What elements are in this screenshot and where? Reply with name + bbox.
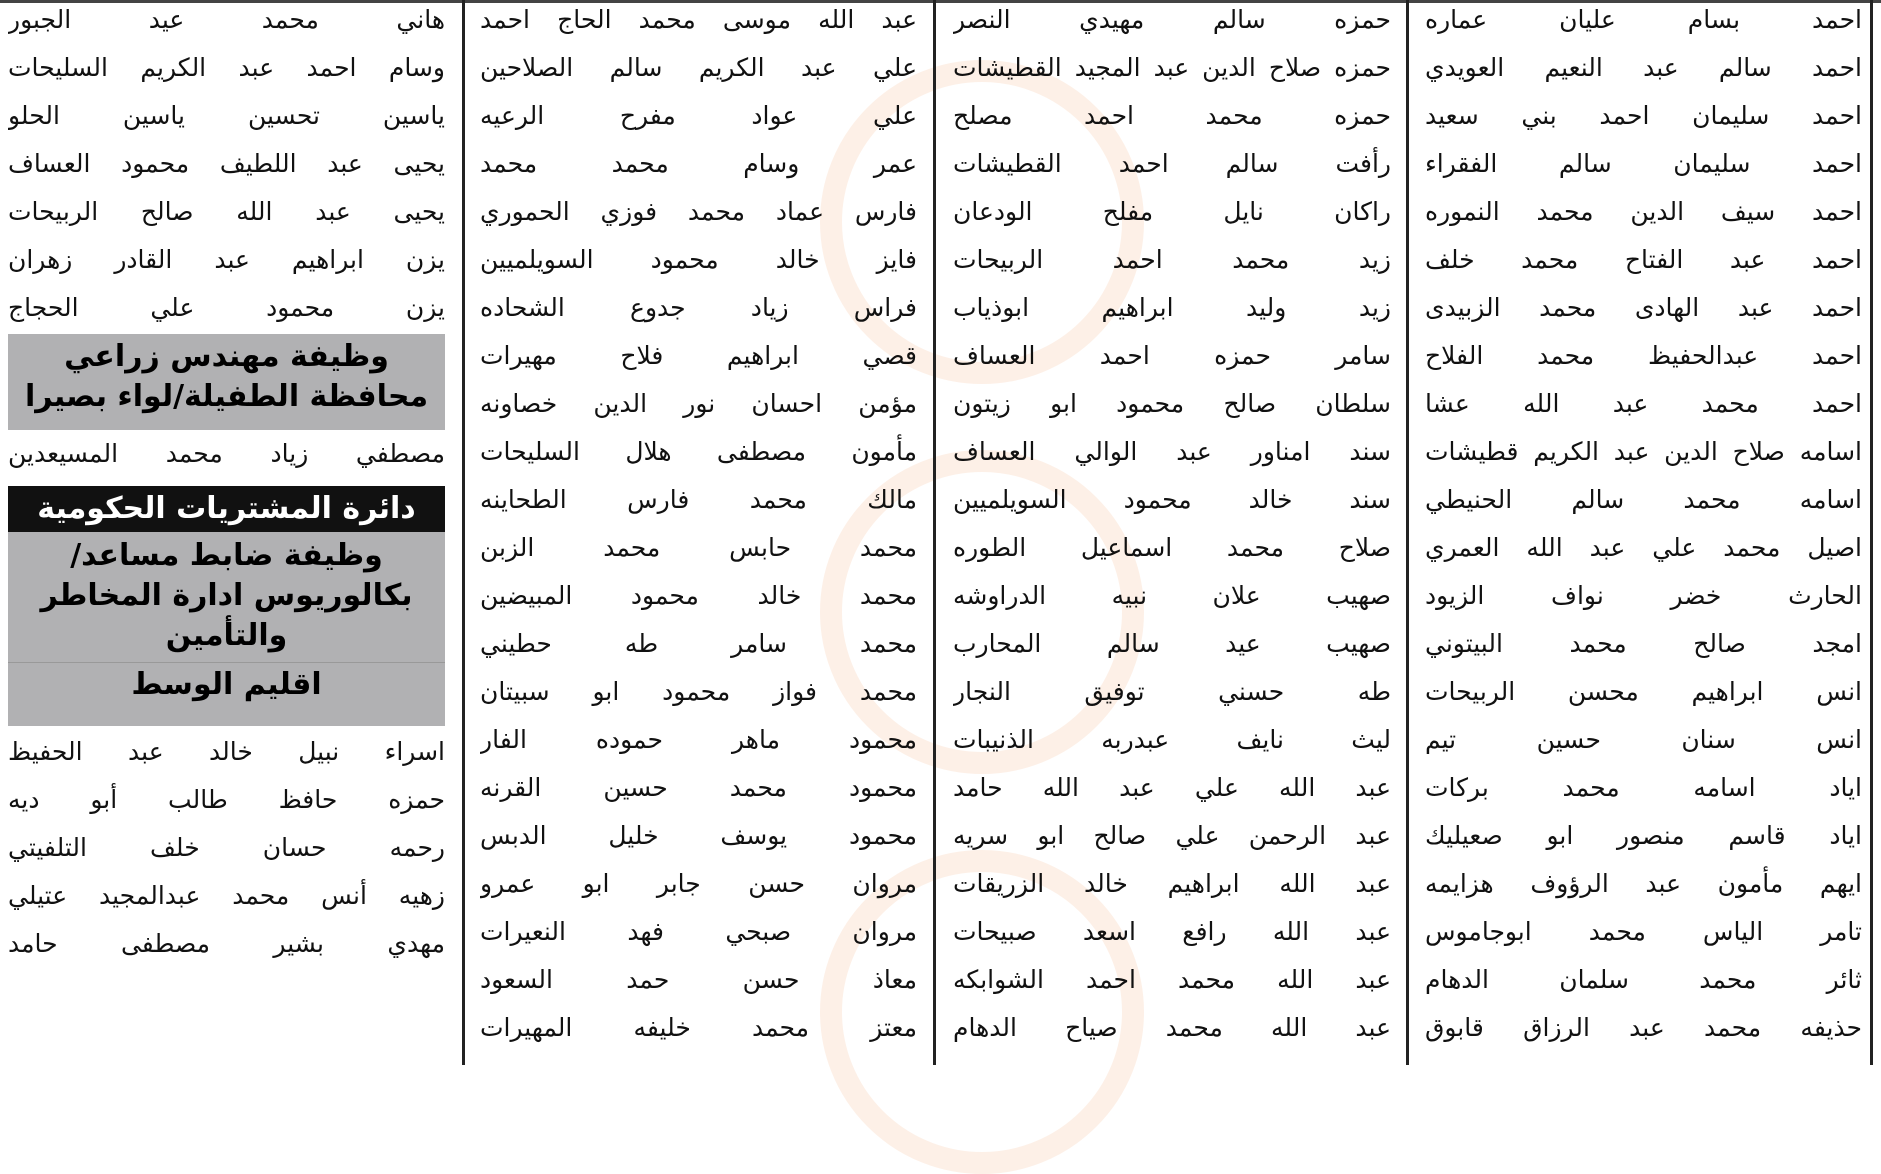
name-row bbox=[8, 188, 445, 236]
candidate-name: معتز محمد خليفه المهيرات bbox=[480, 1013, 917, 1042]
candidate-name: هاني محمد عيد الجبور bbox=[8, 5, 445, 34]
name-row bbox=[953, 188, 1391, 236]
candidate-name: صلاح محمد اسماعيل الطوره bbox=[953, 533, 1391, 562]
candidate-name: الحارث خضر نواف الزيود bbox=[1425, 581, 1862, 610]
name-row bbox=[8, 920, 445, 968]
heading-line: وظيفة مهندس زراعي bbox=[64, 339, 389, 374]
name-row bbox=[953, 380, 1391, 428]
name-row bbox=[953, 572, 1391, 620]
name-row bbox=[8, 92, 445, 140]
name-row bbox=[1425, 572, 1862, 620]
name-row bbox=[953, 44, 1391, 92]
candidate-name: مصطفي زياد محمد المسيعدين bbox=[8, 439, 445, 468]
candidate-name: زيد محمد احمد الربيحات bbox=[953, 245, 1391, 274]
candidate-name: محمود محمد حسين القرنه bbox=[480, 773, 917, 802]
candidate-name: سلطان صالح محمود ابو زيتون bbox=[953, 389, 1391, 418]
candidate-name: فراس زياد جدوع الشحاده bbox=[480, 293, 917, 322]
candidate-name: عبد الله محمد احمد الشوابكه bbox=[953, 965, 1391, 994]
candidate-name: ياسين تحسين ياسين الحلو bbox=[8, 101, 445, 130]
name-row bbox=[480, 0, 917, 44]
candidate-name: سامر حمزه احمد العساف bbox=[953, 341, 1391, 370]
name-row bbox=[480, 716, 917, 764]
name-row bbox=[953, 92, 1391, 140]
candidate-name: انس سنان حسين تيم bbox=[1425, 725, 1862, 754]
name-row bbox=[953, 0, 1391, 44]
candidate-name: عبد الله علي عبد الله حامد bbox=[953, 773, 1391, 802]
candidate-name: علي عواد مفرح الرعيه bbox=[480, 101, 917, 130]
candidate-name: اسامه صلاح الدين عبد الكريم قطيشات bbox=[1425, 437, 1862, 466]
name-row bbox=[480, 140, 917, 188]
name-row bbox=[8, 824, 445, 872]
name-row bbox=[8, 872, 445, 920]
name-row bbox=[953, 1004, 1391, 1052]
name-row bbox=[8, 728, 445, 776]
candidate-name: محمود يوسف خليل الدبس bbox=[480, 821, 917, 850]
name-row bbox=[1425, 44, 1862, 92]
name-row bbox=[1425, 476, 1862, 524]
candidate-name: سند امناور عبد الوالي العساف bbox=[953, 437, 1391, 466]
name-row bbox=[953, 236, 1391, 284]
name-row bbox=[480, 620, 917, 668]
candidate-name: معاذ حسن حمد السعود bbox=[480, 965, 917, 994]
name-row bbox=[953, 620, 1391, 668]
candidate-name: امجد صالح محمد البيتوني bbox=[1425, 629, 1862, 658]
candidate-name: اصيل محمد علي عبد الله العمري bbox=[1425, 533, 1862, 562]
name-row bbox=[1425, 620, 1862, 668]
name-row bbox=[1425, 188, 1862, 236]
candidate-name: مؤمن احسان نور الدين خصاونه bbox=[480, 389, 917, 418]
heading-line: بكالوريوس ادارة المخاطر bbox=[40, 578, 413, 613]
candidate-name: عبد الله محمد صياح الدهام bbox=[953, 1013, 1391, 1042]
name-row bbox=[953, 668, 1391, 716]
heading-line: والتأمين bbox=[165, 618, 288, 653]
candidate-name: عبد الله رافع اسعد صبيحات bbox=[953, 917, 1391, 946]
candidate-name: احمد محمد عبد الله عشا bbox=[1425, 389, 1862, 418]
candidate-name: محمد سامر طه حطيني bbox=[480, 629, 917, 658]
candidate-name: محمد حابس محمد الزبن bbox=[480, 533, 917, 562]
candidate-name: حذيفه محمد عبد الرزاق قابوق bbox=[1425, 1013, 1862, 1042]
name-row bbox=[480, 1004, 917, 1052]
column-divider bbox=[1870, 0, 1873, 1065]
name-row bbox=[953, 140, 1391, 188]
name-row bbox=[1425, 524, 1862, 572]
name-row bbox=[1425, 284, 1862, 332]
candidate-name: مأمون مصطفى هلال السليحات bbox=[480, 437, 917, 466]
name-row bbox=[8, 236, 445, 284]
name-row bbox=[480, 812, 917, 860]
candidate-name: مروان صبحي فهد النعيرات bbox=[480, 917, 917, 946]
name-row bbox=[1425, 380, 1862, 428]
candidate-name: اياد قاسم منصور ابو صعيليك bbox=[1425, 821, 1862, 850]
candidate-name: فايز خالد محمود السويلميين bbox=[480, 245, 917, 274]
candidate-name: يزن ابراهيم عبد القادر زهران bbox=[8, 245, 445, 274]
candidate-name: انس ابراهيم محسن الربيحات bbox=[1425, 677, 1862, 706]
job-heading-agricultural-engineer bbox=[8, 334, 445, 430]
candidate-name: ايهم مأمون عبد الرؤوف هزايمه bbox=[1425, 869, 1862, 898]
candidate-name: راكان نايل مفلح الودعان bbox=[953, 197, 1391, 226]
name-row bbox=[480, 572, 917, 620]
candidate-name: احمد سليمان احمد بني سعيد bbox=[1425, 101, 1862, 130]
region-label: اقليم الوسط bbox=[8, 662, 445, 705]
name-row bbox=[953, 284, 1391, 332]
column-divider bbox=[462, 0, 465, 1065]
candidate-name: حمزه محمد احمد مصلح bbox=[953, 101, 1391, 130]
candidate-name: اياد اسامه محمد بركات bbox=[1425, 773, 1862, 802]
candidate-name: رحمه حسان خلف التلفيتي bbox=[8, 833, 445, 862]
name-row bbox=[480, 956, 917, 1004]
candidate-name: يحيى عبد اللطيف محمود العساف bbox=[8, 149, 445, 178]
name-row bbox=[953, 476, 1391, 524]
name-row bbox=[480, 860, 917, 908]
name-row bbox=[1425, 0, 1862, 44]
name-row bbox=[1425, 668, 1862, 716]
candidate-name: عبد الله ابراهيم خالد الزريقات bbox=[953, 869, 1391, 898]
name-row bbox=[953, 524, 1391, 572]
name-row bbox=[1425, 236, 1862, 284]
candidate-name: احمد عبد الفتاح محمد خلف bbox=[1425, 245, 1862, 274]
name-row bbox=[1425, 332, 1862, 380]
candidate-name: سند خالد محمود السويلميين bbox=[953, 485, 1391, 514]
name-row bbox=[953, 428, 1391, 476]
name-row bbox=[953, 860, 1391, 908]
name-row bbox=[8, 430, 445, 478]
names-column-2 bbox=[480, 0, 917, 1052]
candidate-name: رأفت سالم احمد القطيشات bbox=[953, 149, 1391, 178]
candidate-name: عبد الرحمن علي صالح ابو سريه bbox=[953, 821, 1391, 850]
name-row bbox=[953, 332, 1391, 380]
candidate-name: احمد سليمان سالم الفقراء bbox=[1425, 149, 1862, 178]
name-row bbox=[480, 524, 917, 572]
name-row bbox=[480, 428, 917, 476]
name-row bbox=[480, 764, 917, 812]
name-row bbox=[1425, 92, 1862, 140]
names-column-4 bbox=[1425, 0, 1862, 1052]
name-row bbox=[480, 284, 917, 332]
candidate-name: عمر وسام محمد محمد bbox=[480, 149, 917, 178]
name-row bbox=[953, 716, 1391, 764]
name-row bbox=[953, 764, 1391, 812]
candidate-name: يحيى عبد الله صالح الربيحات bbox=[8, 197, 445, 226]
candidate-name: تامر الياس محمد ابوجاموس bbox=[1425, 917, 1862, 946]
name-row bbox=[1425, 428, 1862, 476]
name-row bbox=[953, 956, 1391, 1004]
heading-line: وظيفة ضابط مساعد/ bbox=[70, 538, 383, 573]
department-title: دائرة المشتريات الحكومية bbox=[37, 491, 416, 526]
name-row bbox=[480, 380, 917, 428]
candidate-name: ليث نايف عبدربه الذنيبات bbox=[953, 725, 1391, 754]
candidate-name: علي عبد الكريم سالم الصلاحين bbox=[480, 53, 917, 82]
candidate-name: صهيب عيد سالم المحارب bbox=[953, 629, 1391, 658]
department-heading bbox=[8, 486, 445, 532]
candidate-name: محمد فواز محمود ابو سبيتان bbox=[480, 677, 917, 706]
candidate-name: زيد وليد ابراهيم ابوذياب bbox=[953, 293, 1391, 322]
name-row bbox=[480, 236, 917, 284]
name-row bbox=[953, 908, 1391, 956]
heading-line: محافظة الطفيلة/لواء بصيرا bbox=[24, 379, 429, 414]
names-column-3 bbox=[953, 0, 1391, 1052]
name-row bbox=[480, 476, 917, 524]
name-row bbox=[1425, 860, 1862, 908]
candidate-name: عبد الله موسى محمد الحاج احمد bbox=[480, 5, 917, 34]
candidate-name: ثائر محمد سلمان الدهام bbox=[1425, 965, 1862, 994]
name-row bbox=[1425, 908, 1862, 956]
name-row bbox=[8, 0, 445, 44]
candidate-name: احمد عبد الهادى محمد الزبيدى bbox=[1425, 293, 1862, 322]
candidate-name: قصي ابراهيم فلاح مهيرات bbox=[480, 341, 917, 370]
candidate-name: حمزه حافظ طالب أبو ديه bbox=[8, 785, 445, 814]
name-row bbox=[480, 188, 917, 236]
name-row bbox=[1425, 140, 1862, 188]
name-row bbox=[1425, 1004, 1862, 1052]
candidate-name: مروان حسن جابر ابو عمرو bbox=[480, 869, 917, 898]
name-row bbox=[480, 668, 917, 716]
name-row bbox=[480, 92, 917, 140]
name-row bbox=[953, 812, 1391, 860]
name-row bbox=[8, 776, 445, 824]
candidate-name: طه حسني توفيق النجار bbox=[953, 677, 1391, 706]
candidate-name: محمود ماهر حموده الفار bbox=[480, 725, 917, 754]
name-row bbox=[480, 44, 917, 92]
candidate-name: يزن محمود علي الحجاج bbox=[8, 293, 445, 322]
candidate-name: اسامه محمد سالم الحنيطي bbox=[1425, 485, 1862, 514]
candidate-name: اسراء نبيل خالد عبد الحفيظ bbox=[8, 737, 445, 766]
candidate-name: احمد بسام عليان عماره bbox=[1425, 5, 1862, 34]
candidate-name: صهيب علان نبيه الدراوشه bbox=[953, 581, 1391, 610]
column-divider bbox=[933, 0, 936, 1065]
name-row bbox=[8, 44, 445, 92]
candidate-name: مهدي بشير مصطفى حامد bbox=[8, 929, 445, 958]
name-row bbox=[8, 140, 445, 188]
name-row bbox=[1425, 956, 1862, 1004]
name-row bbox=[1425, 716, 1862, 764]
name-row bbox=[480, 332, 917, 380]
name-row bbox=[1425, 764, 1862, 812]
candidate-name: وسام احمد عبد الكريم السليحات bbox=[8, 53, 445, 82]
candidate-name: احمد عبدالحفيظ محمد الفلاح bbox=[1425, 341, 1862, 370]
name-row bbox=[1425, 812, 1862, 860]
candidate-name: زهيه أنس محمد عبدالمجيد عتيلي bbox=[8, 881, 445, 910]
job-heading-assistant-officer bbox=[8, 532, 445, 726]
name-row bbox=[480, 908, 917, 956]
candidate-name: محمد خالد محمود المبيضين bbox=[480, 581, 917, 610]
candidate-name: مالك محمد فارس الطحاينه bbox=[480, 485, 917, 514]
column-divider bbox=[1406, 0, 1409, 1065]
candidate-name: حمزه سالم مهيدي النصر bbox=[953, 5, 1391, 34]
candidate-name: احمد سالم عبد النعيم العويدي bbox=[1425, 53, 1862, 82]
candidate-name: احمد سيف الدين محمد النموره bbox=[1425, 197, 1862, 226]
name-row bbox=[8, 284, 445, 332]
names-column-1 bbox=[8, 0, 445, 968]
candidate-name: فارس عماد محمد فوزي الحموري bbox=[480, 197, 917, 226]
candidate-name: حمزه صلاح الدين عبد المجيد القطيشات bbox=[953, 53, 1391, 82]
